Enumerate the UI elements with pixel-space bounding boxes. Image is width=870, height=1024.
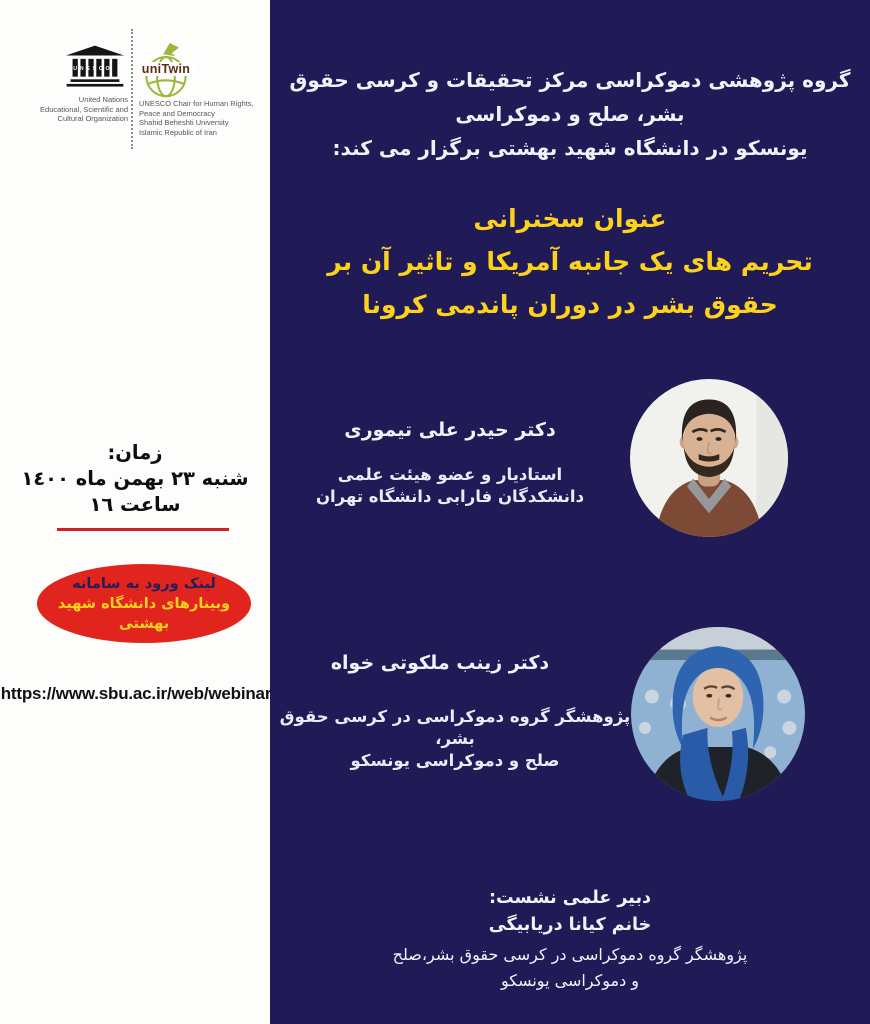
webinar-link-line2: وبینارهای دانشگاه شهید بهشتی [57, 595, 231, 632]
moderator-name: خانم کیانا دریابیگی [488, 915, 652, 935]
webinar-link-line1: لینک ورود به سامانه [72, 575, 216, 592]
moderator-block [320, 885, 820, 994]
chair-caption-line4: Islamic Republic of Iran [139, 128, 217, 138]
organizer-header-line2: یونسکو در دانشگاه شهید بهشتی برگزار می کند: [332, 136, 808, 160]
organizer-header [280, 63, 860, 165]
red-divider-line [57, 528, 229, 531]
chair-caption-line3: Shahid Beheshti University [139, 118, 229, 128]
moderator-role-line2: و دموکراسی یونسکو [500, 971, 640, 990]
speaker2-portrait-illustration [631, 627, 805, 801]
speaker1-role-line1: استادیار و عضو هیئت علمی [337, 465, 563, 484]
moderator-heading: دبیر علمی نشست: [488, 888, 651, 908]
unesco-chair-caption [139, 99, 267, 138]
moderator-role-line1: پژوهشگر گروه دموکراسی در کرسی حقوق بشر،صلح [392, 945, 748, 964]
speaker2-role-line1: پژوهشگر گروه دموکراسی در کرسی حقوق بشر، [279, 707, 631, 748]
speaker1-portrait-illustration [630, 379, 788, 537]
schedule-block [0, 440, 270, 518]
unitwin-label: uniTwin [138, 62, 194, 76]
talk-title-label: عنوان سخنرانی [473, 204, 667, 233]
speaker1-name: دکتر حیدر علی تیموری [344, 419, 556, 441]
unesco-caption [6, 95, 128, 124]
speaker2-role [275, 706, 635, 772]
speaker2-photo [631, 627, 805, 801]
speaker1-role-line2: دانشکدگان فارابی دانشگاه تهران [315, 487, 585, 506]
schedule-date: شنبه ۲۳ بهمن ماه ١٤٠٠ [21, 467, 249, 490]
talk-title-line1: تحریم های یک جانبه آمریکا و تاثیر آن بر [327, 247, 813, 276]
speaker2-role-line2: صلح و دموکراسی یونسکو [350, 751, 560, 770]
speaker1-role [280, 464, 620, 508]
talk-title [270, 197, 870, 326]
chair-caption-line2: Peace and Democracy [139, 108, 215, 118]
speaker1-photo [630, 379, 788, 537]
chair-caption-line1: UNESCO Chair for Human Rights, [139, 99, 254, 108]
organizer-header-line1: گروه پژوهشی دموکراسی مرکز تحقیقات و کرسی حقوق بشر، صلح و دموکراسی [289, 68, 851, 126]
webinar-url-link[interactable]: https://www.sbu.ac.ir/web/webinar [0, 684, 272, 703]
schedule-time: ساعت ١٦ [89, 493, 181, 516]
unesco-caption-line1: United Nations [78, 95, 128, 104]
unesco-caption-line2: Educational, Scientific and [40, 104, 128, 114]
unesco-temple-icon [62, 45, 128, 91]
svg-text:UNESCO: UNESCO [73, 66, 113, 73]
speaker2-name: دکتر زینب ملکوتی خواه [330, 652, 550, 674]
unitwin-logo-icon [138, 40, 194, 102]
talk-title-line2: حقوق بشر در دوران پاندمی کرونا [362, 290, 778, 319]
schedule-label: زمان: [107, 441, 163, 464]
webinar-link-button[interactable] [37, 564, 251, 643]
unesco-caption-line3: Cultural Organization [57, 114, 128, 124]
logo-divider [131, 29, 133, 149]
